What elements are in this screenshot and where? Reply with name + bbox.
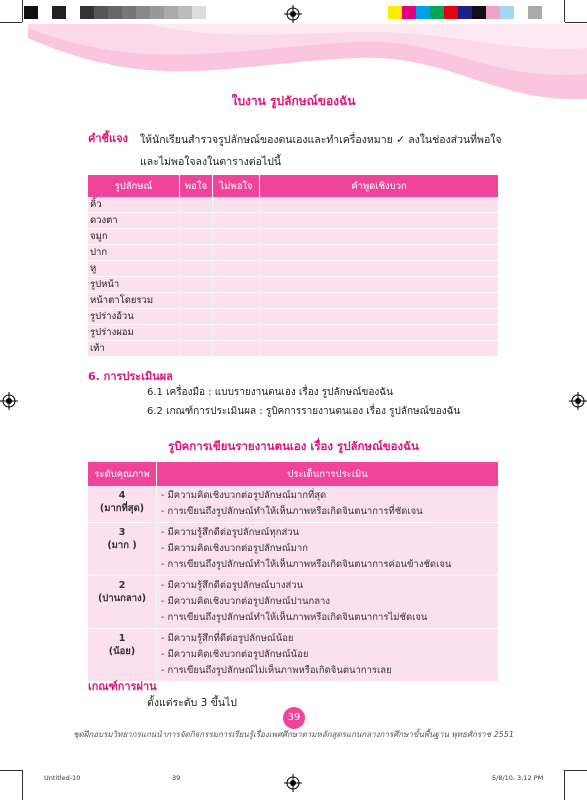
unsatisfied-cell[interactable] — [213, 277, 260, 293]
unsatisfied-cell[interactable] — [213, 341, 260, 357]
col-header-positive-words: คำพูดเชิงบวก — [260, 175, 499, 197]
section-6-heading: 6. การประเมินผล — [88, 370, 173, 383]
satisfied-cell[interactable] — [180, 277, 213, 293]
unsatisfied-cell[interactable] — [213, 245, 260, 261]
satisfied-cell[interactable] — [180, 213, 213, 229]
appearance-label: หน้าตาโดยรวม — [88, 293, 180, 309]
positive-words-cell[interactable] — [260, 197, 499, 213]
unsatisfied-cell[interactable] — [213, 309, 260, 325]
unsatisfied-cell[interactable] — [213, 293, 260, 309]
slug-filename: Untitled-10 — [44, 774, 81, 782]
criteria-cell — [157, 523, 499, 576]
table-row — [88, 213, 499, 229]
appearance-label: คิ้ว — [88, 197, 180, 213]
page-title: ใบงาน รูปลักษณ์ของฉัน — [231, 94, 356, 108]
rubric-row — [88, 576, 499, 629]
satisfied-cell[interactable] — [180, 309, 213, 325]
rubric-row — [88, 523, 499, 576]
crop-mark — [22, 0, 23, 22]
unsatisfied-cell[interactable] — [213, 229, 260, 245]
level-label: (มากที่สุด) — [99, 503, 145, 514]
satisfied-cell[interactable] — [180, 325, 213, 341]
rubric-title: รูบิคการเขียนรายงานตนเอง เรื่อง รูปลักษณ์ของฉัน — [168, 439, 419, 453]
criteria-bullet: - มีความคิดเชิงบวกต่อรูปลักษณ์ปานกลาง — [161, 596, 331, 607]
level-score: 2 — [118, 580, 126, 591]
criteria-bullet: - มีความรู้สึกดีต่อรูปลักษณ์ทุกส่วน — [161, 527, 300, 538]
crop-mark — [564, 770, 565, 800]
col-header-criteria: ประเด็นการประเมิน — [157, 462, 499, 486]
table-row — [88, 309, 499, 325]
positive-words-cell[interactable] — [260, 341, 499, 357]
appearance-label: รูปหน้า — [88, 277, 180, 293]
level-score: 1 — [118, 633, 126, 644]
col-header-appearance: รูปลักษณ์ — [88, 175, 180, 197]
positive-words-cell[interactable] — [260, 309, 499, 325]
appearance-label: จมูก — [88, 229, 180, 245]
level-cell — [88, 576, 157, 629]
positive-words-cell[interactable] — [260, 213, 499, 229]
table-row — [88, 341, 499, 357]
criteria-bullet: - มีความคิดเชิงบวกต่อรูปลักษณ์มาก — [161, 543, 308, 554]
self-survey-table — [88, 175, 499, 357]
positive-words-cell[interactable] — [260, 293, 499, 309]
criteria-bullet: - มีความคิดเชิงบวกต่อรูปลักษณ์มากที่สุด — [161, 490, 327, 501]
appearance-label: เท้า — [88, 341, 180, 357]
level-cell — [88, 486, 157, 523]
satisfied-cell[interactable] — [180, 293, 213, 309]
appearance-label: รูปร่างผอม — [88, 325, 180, 341]
satisfied-cell[interactable] — [180, 245, 213, 261]
col-header-level: ระดับคุณภาพ — [88, 462, 157, 486]
criteria-bullet: - มีความคิดเชิงบวกต่อรูปลักษณ์น้อย — [161, 649, 309, 660]
registration-mark-icon — [569, 392, 587, 410]
rubric-table — [88, 462, 499, 682]
table-row — [88, 325, 499, 341]
table-row — [88, 261, 499, 277]
criteria-bullet: - มีความรู้สึกดีต่อรูปลักษณ์บางส่วน — [161, 580, 304, 591]
positive-words-cell[interactable] — [260, 277, 499, 293]
grayscale-bars — [24, 6, 220, 19]
unsatisfied-cell[interactable] — [213, 213, 260, 229]
positive-words-cell[interactable] — [260, 229, 499, 245]
pass-criteria-text: ตั้งแต่ระดับ 3 ขึ้นไป — [147, 697, 237, 709]
satisfied-cell[interactable] — [180, 341, 213, 357]
crop-mark — [565, 770, 587, 771]
criteria-bullet: - การเขียนถึงรูปลักษณ์ไม่เห็นภาพหรือเกิดจินตนาการเลย — [161, 665, 392, 676]
criteria-cell — [157, 576, 499, 629]
level-score: 3 — [118, 527, 126, 538]
registration-mark-icon — [284, 5, 302, 23]
instruction-label: คำชี้แจง — [88, 132, 128, 145]
level-label: (มาก ) — [107, 540, 137, 551]
criteria-bullet: - มีความรู้สึกที่ดีต่อรูปลักษณ์น้อย — [161, 633, 294, 644]
positive-words-cell[interactable] — [260, 245, 499, 261]
col-header-satisfied: พอใจ — [180, 175, 213, 197]
col-header-unsatisfied: ไม่พอใจ — [213, 175, 260, 197]
criteria-cell — [157, 486, 499, 523]
appearance-label: ดวงตา — [88, 213, 180, 229]
table-row — [88, 277, 499, 293]
level-score: 4 — [118, 490, 126, 501]
appearance-label: รูปร่างอ้วน — [88, 309, 180, 325]
table-row — [88, 197, 499, 213]
unsatisfied-cell[interactable] — [213, 197, 260, 213]
positive-words-cell[interactable] — [260, 325, 499, 341]
level-label: (ปานกลาง) — [97, 593, 147, 604]
registration-mark-icon — [284, 774, 302, 792]
instruction-line-1: ให้นักเรียนสำรวจรูปลักษณ์ของตนเองและทำเครื่องหมาย ✓ ลงในช่องส่วนที่พอใจ — [140, 134, 502, 146]
slug-page: 39 — [172, 774, 181, 782]
level-cell — [88, 629, 157, 682]
criteria-bullet: - การเขียนถึงรูปลักษณ์ทำให้เห็นภาพหรือเกิดจินตนาการที่ชัดเจน — [161, 506, 423, 517]
criteria-cell — [157, 629, 499, 682]
crop-mark — [22, 770, 23, 800]
level-label: (น้อย) — [108, 646, 136, 657]
color-bars — [388, 6, 542, 19]
appearance-label: ปาก — [88, 245, 180, 261]
footer-text: ชุดฝึกอบรมวิทยากรแกนนำการจัดกิจกรรมการเรียนรู้เรื่องเพศศึกษาตามหลักสูตรแกนกลางการศึกษาขั้นพื้นฐาน พุทธศักราช 2551 — [73, 730, 514, 739]
satisfied-cell[interactable] — [180, 197, 213, 213]
table-row — [88, 245, 499, 261]
crop-mark — [564, 0, 565, 22]
crop-mark — [0, 770, 22, 771]
level-cell — [88, 523, 157, 576]
criteria-bullet: - การเขียนถึงรูปลักษณ์ทำให้เห็นภาพหรือเกิดจินตนาการไม่ชัดเจน — [161, 612, 428, 623]
registration-mark-icon — [0, 392, 18, 410]
criteria-bullet: - การเขียนถึงรูปลักษณ์ทำให้เห็นภาพหรือเกิดจินตนาการค่อนข้างชัดเจน — [161, 559, 452, 570]
table-row — [88, 293, 499, 309]
rubric-row — [88, 486, 499, 523]
rubric-row — [88, 629, 499, 682]
unsatisfied-cell[interactable] — [213, 261, 260, 277]
positive-words-cell[interactable] — [260, 261, 499, 277]
instruction-line-2: และไม่พอใจลงในตารางต่อไปนี้ — [140, 156, 282, 168]
crop-mark — [0, 22, 22, 23]
page-number-badge: 39 — [283, 707, 305, 729]
unsatisfied-cell[interactable] — [213, 325, 260, 341]
pass-criteria-heading: เกณฑ์การผ่าน — [88, 680, 157, 693]
appearance-label: หู — [88, 261, 180, 277]
crop-mark — [565, 22, 587, 23]
section-6-item-2: 6.2 เกณฑ์การประเมินผล : รูบิคการรายงานตนเอง เรื่อง รูปลักษณ์ของฉัน — [147, 406, 461, 417]
satisfied-cell[interactable] — [180, 229, 213, 245]
instruction-text — [140, 129, 560, 173]
table-row — [88, 229, 499, 245]
satisfied-cell[interactable] — [180, 261, 213, 277]
slug-date: 5/8/10, 3:12 PM — [492, 774, 544, 782]
section-6-item-1: 6.1 เครื่องมือ : แบบรายงานตนเอง เรื่อง รูปลักษณ์ของฉัน — [147, 387, 393, 398]
